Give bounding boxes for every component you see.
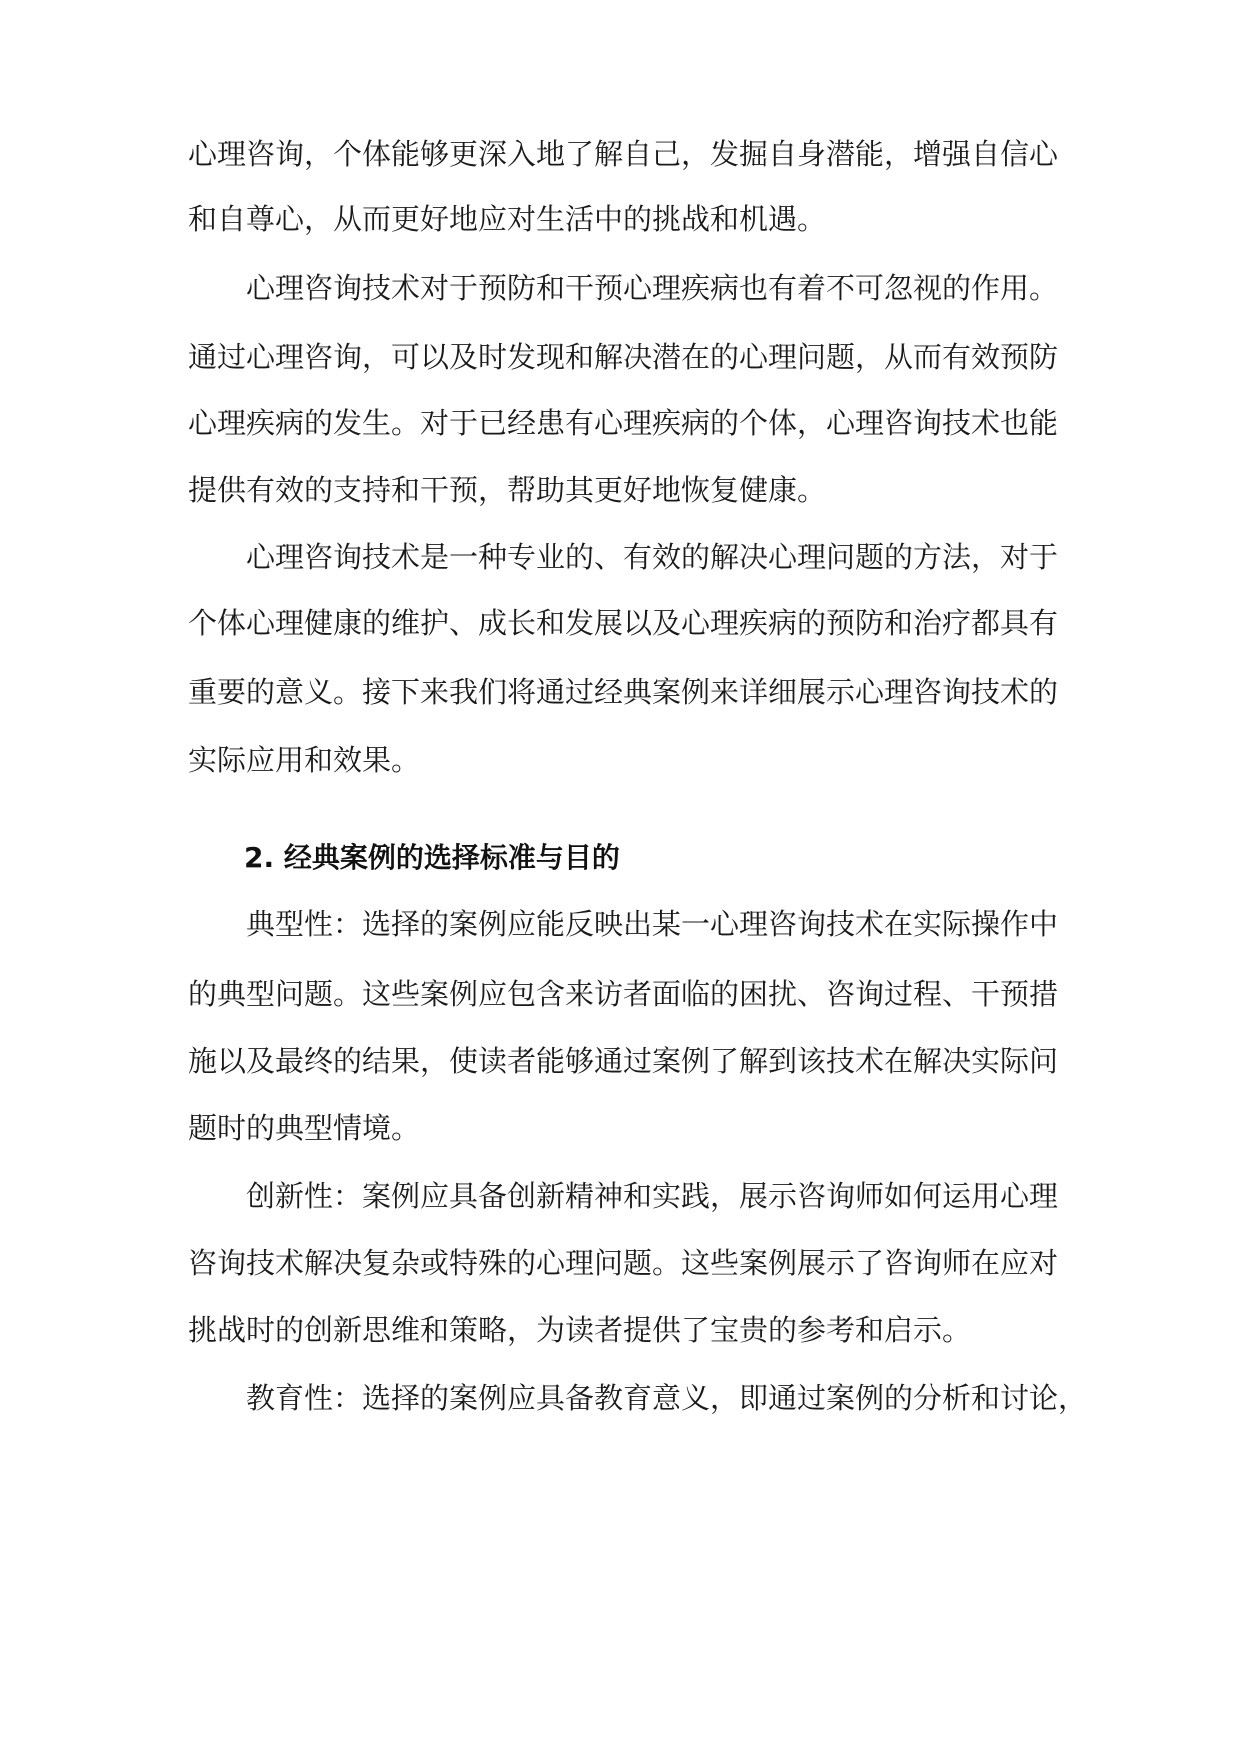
paragraph-3-line-3: 重要的意义。接下来我们将通过经典案例来详细展示心理咨询技术的	[188, 675, 1059, 709]
paragraph-1-line-1: 心理咨询，个体能够更深入地了解自己，发掘自身潜能，增强自信心	[188, 137, 1059, 171]
paragraph-5-line-2: 咨询技术解决复杂或特殊的心理问题。这些案例展示了咨询师在应对	[188, 1246, 1059, 1280]
paragraph-3-line-4: 实际应用和效果。	[188, 743, 421, 777]
paragraph-1-line-2: 和自尊心，从而更好地应对生活中的挑战和机遇。	[188, 202, 827, 236]
paragraph-2-line-3: 心理疾病的发生。对于已经患有心理疾病的个体，心理咨询技术也能	[188, 406, 1059, 440]
section-heading: 2. 经典案例的选择标准与目的	[244, 841, 620, 874]
paragraph-2-line-4: 提供有效的支持和干预，帮助其更好地恢复健康。	[188, 473, 827, 507]
paragraph-6-line-1: 教育性：选择的案例应具备教育意义，即通过案例的分析和讨论，	[246, 1381, 1088, 1415]
paragraph-4-line-4: 题时的典型情境。	[188, 1111, 421, 1145]
paragraph-3-line-1: 心理咨询技术是一种专业的、有效的解决心理问题的方法，对于	[246, 540, 1059, 574]
paragraph-4-line-1: 典型性：选择的案例应能反映出某一心理咨询技术在实际操作中	[246, 907, 1059, 941]
paragraph-5-line-3: 挑战时的创新思维和策略，为读者提供了宝贵的参考和启示。	[188, 1313, 972, 1347]
paragraph-4-line-3: 施以及最终的结果，使读者能够通过案例了解到该技术在解决实际问	[188, 1044, 1059, 1078]
paragraph-2-line-2: 通过心理咨询，可以及时发现和解决潜在的心理问题，从而有效预防	[188, 340, 1059, 374]
paragraph-5-line-1: 创新性：案例应具备创新精神和实践，展示咨询师如何运用心理	[246, 1179, 1059, 1213]
paragraph-2-line-1: 心理咨询技术对于预防和干预心理疾病也有着不可忽视的作用。	[246, 271, 1059, 305]
paragraph-4-line-2: 的典型问题。这些案例应包含来访者面临的困扰、咨询过程、干预措	[188, 977, 1059, 1011]
paragraph-3-line-2: 个体心理健康的维护、成长和发展以及心理疾病的预防和治疗都具有	[188, 606, 1059, 640]
